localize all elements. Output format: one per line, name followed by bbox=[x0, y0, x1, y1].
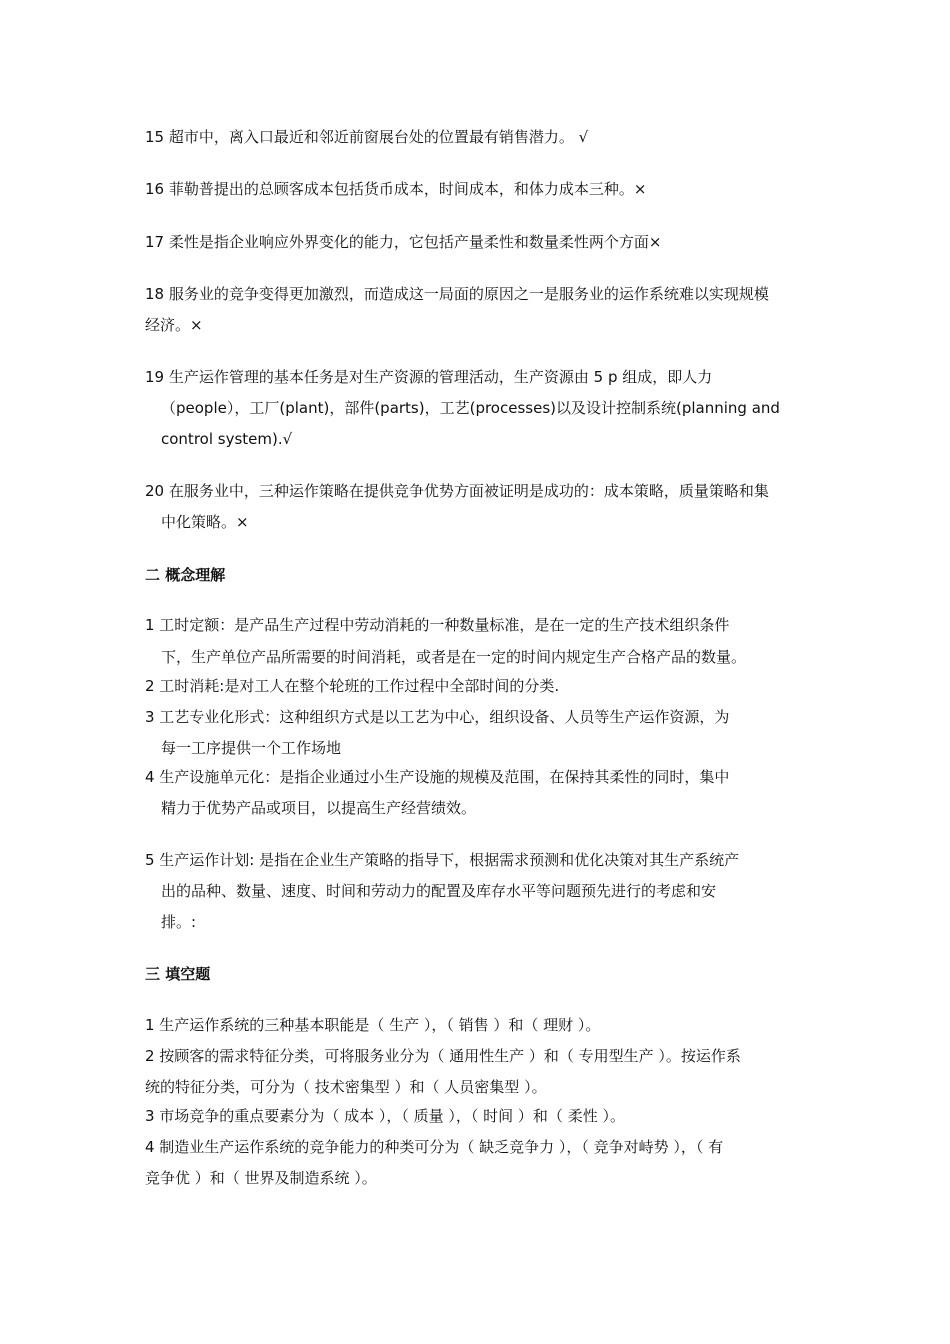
tf-item-19-line-1: 19 生产运作管理的基本任务是对生产资源的管理活动，生产资源由 5 p 组成，即人力 bbox=[145, 368, 713, 386]
tf-item-15: 15 超市中，离入口最近和邻近前窗展台处的位置最有销售潜力。 √ bbox=[145, 128, 589, 146]
concept-item-4-line-2: 精力于优势产品或项目，以提高生产经营绩效。 bbox=[161, 799, 477, 817]
fill-item-3: 3 市场竞争的重点要素分为（ 成本 ），（ 质量 ），（ 时间 ）和（ 柔性 ）。 bbox=[145, 1107, 625, 1125]
concept-item-3-line-1: 3 工艺专业化形式：这种组织方式是以工艺为中心，组织设备、人员等生产运作资源，为 bbox=[145, 708, 730, 726]
concept-item-3-line-2: 每一工序提供一个工作场地 bbox=[161, 739, 342, 757]
concept-item-4-line-1: 4 生产设施单元化：是指企业通过小生产设施的规模及范围，在保持其柔性的同时，集中 bbox=[145, 768, 730, 786]
section-heading-concepts: 二 概念理解 bbox=[145, 566, 226, 584]
concept-item-1-line-1: 1 工时定额：是产品生产过程中劳动消耗的一种数量标准，是在一定的生产技术组织条件 bbox=[145, 616, 730, 634]
tf-item-18-line-2: 经济。× bbox=[145, 316, 203, 334]
fill-item-4-line-2: 竞争优 ）和（ 世界及制造系统 ）。 bbox=[145, 1169, 377, 1187]
fill-item-1: 1 生产运作系统的三种基本职能是（ 生产 ），（ 销售 ）和（ 理财 ）。 bbox=[145, 1016, 601, 1034]
tf-item-20-line-2: 中化策略。× bbox=[161, 513, 249, 531]
tf-item-17: 17 柔性是指企业响应外界变化的能力，它包括产量柔性和数量柔性两个方面× bbox=[145, 233, 662, 251]
section-heading-fill-in: 三 填空题 bbox=[145, 965, 211, 983]
tf-item-18-line-1: 18 服务业的竞争变得更加激烈，而造成这一局面的原因之一是服务业的运作系统难以实现规模 bbox=[145, 285, 769, 303]
tf-item-20-line-1: 20 在服务业中，三种运作策略在提供竞争优势方面被证明是成功的：成本策略，质量策略和集 bbox=[145, 482, 769, 500]
concept-item-5-line-3: 排。: bbox=[161, 913, 197, 931]
tf-item-19-line-3: control system).√ bbox=[161, 430, 293, 448]
tf-item-19-line-2: （people），工厂(plant)，部件(parts)，工艺(processes)以及设计控制系统(planning and bbox=[161, 399, 780, 417]
tf-item-16: 16 菲勒普提出的总顾客成本包括货币成本，时间成本，和体力成本三种。× bbox=[145, 180, 647, 198]
concept-item-5-line-2: 出的品种、数量、速度、时间和劳动力的配置及库存水平等问题预先进行的考虑和安 bbox=[161, 882, 717, 900]
concept-item-2: 2 工时消耗:是对工人在整个轮班的工作过程中全部时间的分类. bbox=[145, 677, 560, 695]
fill-item-2-line-1: 2 按顾客的需求特征分类，可将服务业分为（ 通用性生产 ）和（ 专用型生产 ）。按运作系 bbox=[145, 1047, 741, 1065]
fill-item-2-line-2: 统的特征分类，可分为（ 技术密集型 ）和（ 人员密集型 ）。 bbox=[145, 1078, 547, 1096]
concept-item-1-line-2: 下，生产单位产品所需要的时间消耗，或者是在一定的时间内规定生产合格产品的数量。 bbox=[161, 648, 747, 666]
concept-item-5-line-1: 5 生产运作计划: 是指在企业生产策略的指导下，根据需求预测和优化决策对其生产系统产 bbox=[145, 851, 740, 869]
fill-item-4-line-1: 4 制造业生产运作系统的竞争能力的种类可分为（ 缺乏竞争力 ），（ 竞争对峙势 ），（ 有 bbox=[145, 1138, 724, 1156]
